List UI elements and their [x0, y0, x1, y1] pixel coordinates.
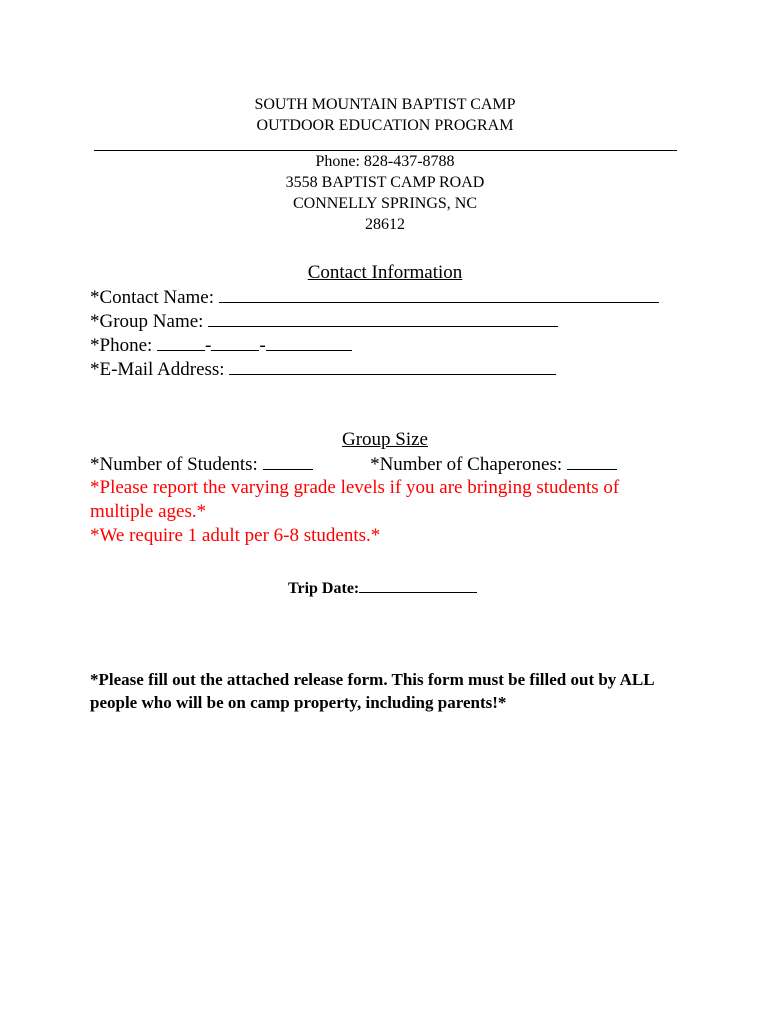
city-state: CONNELLY SPRINGS, NC [292, 195, 478, 212]
students-blank[interactable] [263, 452, 313, 470]
group-size-row [90, 452, 617, 477]
contact-name-row [90, 285, 659, 310]
email-label: *E-Mail Address: [90, 359, 225, 380]
letterhead [0, 94, 770, 235]
grade-levels-note: *Please report the varying grade levels if you are bringing students of multiple ages.* [90, 477, 620, 522]
chaperones-blank[interactable] [567, 452, 617, 470]
students-label: *Number of Students: [90, 454, 258, 475]
contact-name-label: *Contact Name: [90, 287, 214, 308]
phone-label: *Phone: [90, 335, 153, 356]
camp-name: SOUTH MOUNTAIN BAPTIST CAMP [254, 96, 516, 113]
group-name-label: *Group Name: [90, 311, 204, 332]
release-form-notice: *Please fill out the attached release form. This form must be filled out by ALL people who will be on camp property, including parents!* [90, 670, 654, 712]
contact-information-heading: Contact Information [307, 262, 463, 283]
phone-separator: - [259, 335, 266, 356]
group-name-blank[interactable] [208, 309, 558, 327]
phone-area-blank[interactable] [157, 333, 205, 351]
header-divider [94, 136, 677, 151]
phone-separator: - [205, 335, 212, 356]
email-blank[interactable] [229, 357, 556, 375]
trip-date-label: Trip Date: [288, 580, 360, 597]
phone-line-blank[interactable] [266, 333, 352, 351]
group-size-heading: Group Size [341, 429, 428, 450]
phone-prefix-blank[interactable] [211, 333, 259, 351]
contact-name-blank[interactable] [219, 285, 659, 303]
group-name-row [90, 309, 558, 334]
phone-number: Phone: 828-437-8788 [315, 153, 455, 170]
street-address: 3558 BAPTIST CAMP ROAD [285, 174, 485, 191]
phone-row [90, 333, 352, 358]
program-name: OUTDOOR EDUCATION PROGRAM [256, 117, 514, 134]
adult-ratio-note: *We require 1 adult per 6-8 students.* [90, 525, 381, 546]
chaperones-label: *Number of Chaperones: [370, 454, 563, 475]
zip-code: 28612 [365, 216, 405, 233]
email-row [90, 357, 556, 382]
trip-date-blank[interactable] [359, 578, 477, 593]
trip-date-row [288, 578, 477, 598]
